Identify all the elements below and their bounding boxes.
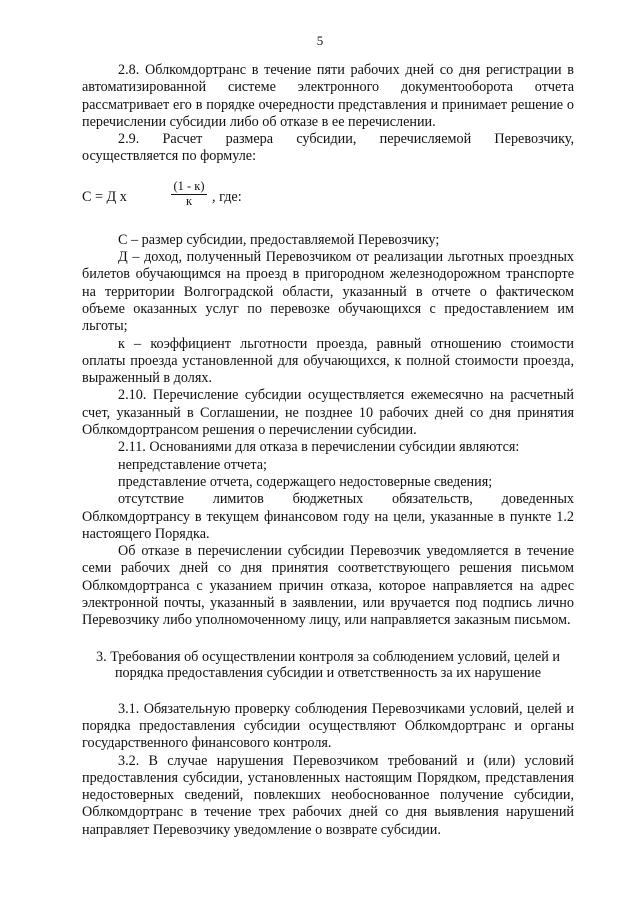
document-body bbox=[82, 62, 574, 839]
paragraph-3-2: 3.2. В случае нарушения Перевозчиком требований и (или) условий предоставления субсидии, установленных настоящим Порядком, представления недостоверных сведений, повлекших необоснованное получение субсидии, Облкомдортранс в течение трех рабочих дней со дня выявления нарушений направляет Перевозчику уведомление о возврате субсидии. bbox=[82, 752, 574, 838]
refusal-reason-1: непредставление отчета; bbox=[118, 456, 267, 473]
definition-c: С – размер субсидии, предоставляемой Перевозчику; bbox=[118, 231, 440, 248]
definition-d: Д – доход, полученный Перевозчиком от реализации льготных проездных билетов обучающимся на проезд в пригородном железнодорожном транспорте на территории Волгоградской области, указанный в отчете о фактическом объеме оказанных услуг по перевозке обучающихся с предоставлением им льготы; bbox=[82, 249, 574, 335]
page-number: 5 bbox=[316, 33, 324, 48]
formula-denominator: к bbox=[185, 193, 193, 208]
paragraph-2-11: 2.11. Основаниями для отказа в перечислении субсидии являются: bbox=[118, 439, 520, 456]
subsidy-formula bbox=[82, 180, 574, 206]
bottom-paragraphs bbox=[82, 701, 574, 839]
refusal-reason-3: отсутствие лимитов бюджетных обязательств, доведенных Облкомдортрансу в текущем финансовом году на цели, указанные в пункте 1.2 настоящего Порядка. bbox=[82, 491, 574, 542]
formula-right: , где: bbox=[212, 188, 242, 205]
middle-paragraphs bbox=[82, 232, 574, 630]
paragraph-2-10: 2.10. Перечисление субсидии осуществляется ежемесячно на расчетный счет, указанный в Соглашении, не позднее 10 рабочих дней со дня принятия Облкомдортрансом решения о перечислении субсидии. bbox=[82, 387, 574, 439]
formula-left: С = Д х bbox=[82, 188, 127, 205]
paragraph-2-8: 2.8. Облкомдортранс в течение пяти рабочих дней со дня регистрации в автоматизированной системе электронного документооборота отчета рассматривает его в порядке очередности представления и принимает решение о перечислении субсидии либо об отказе в ее перечислении. bbox=[82, 62, 574, 130]
top-paragraphs bbox=[82, 62, 574, 166]
definition-k: к – коэффициент льготности проезда, равный отношению стоимости оплаты проезда установленной для обучающихся, к полной стоимости проезда, выраженный в долях. bbox=[82, 335, 574, 387]
refusal-reason-2: представление отчета, содержащего недостоверные сведения; bbox=[118, 473, 493, 490]
formula-numerator: (1 - к) bbox=[173, 178, 205, 193]
paragraph-2-9: 2.9. Расчет размера субсидии, перечисляемой Перевозчику, осуществляется по формуле: bbox=[82, 131, 574, 165]
paragraph-3-1: 3.1. Обязательную проверку соблюдения Перевозчиками условий, целей и порядка предоставления субсидии осуществляют Облкомдортранс и органы государственного финансового контроля. bbox=[82, 700, 574, 752]
formula-fraction bbox=[169, 180, 209, 208]
paragraph-refusal-notice: Об отказе в перечислении субсидии Перевозчик уведомляется в течение семи рабочих дней со дня принятия соответствующего решения письмом Облкомдортранса с указанием причин отказа, которое направляется на адрес электронной почты, указанный в заявлении, или вручается под подпись лично Перевозчику либо уполномоченному лицу, или направляется заказным письмом. bbox=[82, 543, 574, 629]
section-3-title: 3. Требования об осуществлении контроля за соблюдением условий, целей и порядка предоставления субсидии и ответственность за их нарушение bbox=[96, 648, 560, 682]
